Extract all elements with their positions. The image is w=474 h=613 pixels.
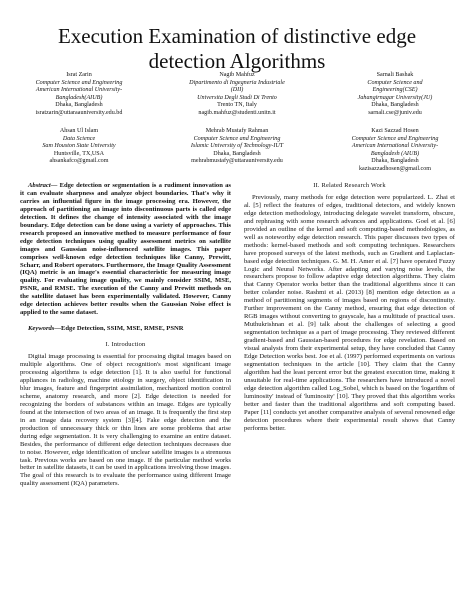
author-email: nagib.mahfuz@studenti.unitn.it [198, 109, 276, 116]
author-location: Dhaka, Bangladesh [55, 102, 103, 109]
related-work-text: Previously, many methods for edge detection were popularized. L. Zhai et al. [5] reflect the features of edges, traditional detectors, and widely known edge detection methodology, introducing delegate wavelet transform, obscure, and rephrasing with some research advances and applications. Goel et al. [6] provided an outline of the kernel and soft computing-based methodologies, as well as noteworthy edge detection research. This paper discusses two types of methods: kernel-based methods and soft computing techniques. Researchers have proposed surveys of the latest methods, such as Gradient and Laplacian-based edge detection techniques. G. M. H. Amer et al. [7] have operated Fuzzy Logic and Neural Networks. After adapting and varying noise levels, the researchers propose to follow adaptive edge detection algorithms. They claim that Canny Operator works better than the traditional algorithms since it can better colander noise. Rashmi et al. (2013) [8] mention edge detection as a method of partitioning segments of images based on regions of discontinuity. Further improvement on the Canny method, ensuring that edge detection of RGB images without converting to grayscale, has a multitude of practical uses. Muthukrishnan et al. [9] talk about the challenges of selecting a good segmentation technique as a part of image processing. They reviewed different gradient-based and Gaussian-based procedures for edge revelation. Based on visual analysis from their experimental setup, they have concluded that Canny Edge Detection works best. Joe et al. (1997) performed experiments on various segmentation techniques in the article [10]. They claim that the Canny algorithm had the least percent error but the greatest execution time, making it unsuitable for real-time applications. The researchers have introduced a novel edge detection algorithm called Log_Sobel, which is based on the 'logarithm of luminosity' instead of 'luminosity' [10]. They proved that this algorithm works better and faster than the traditional algorithms and soft computing based. Paper [11] conducts yet another comparative analysis of several renowned edge detection procedures where their experimental result shows that Canny performs better. [244, 193, 455, 432]
left-column [20, 182, 231, 488]
author-location: Dhaka, Bangladesh [213, 150, 261, 157]
abstract [20, 182, 231, 317]
author-name: Ahsan Ul Islam [59, 128, 99, 134]
author-row-2 [0, 128, 474, 174]
author-email: mehrabmustafy@uttarauniversity.edu [191, 158, 283, 165]
author-location: Dhaka, Bangladesh [371, 102, 419, 109]
author-email: sarnali.cse@juniv.edu [368, 109, 422, 116]
keywords-text: Edge Detection, SSIM, MSE, RMSE, PSNR [60, 325, 184, 333]
author-block [158, 128, 316, 174]
author-affiliation: Computer Science and Engineering [193, 135, 281, 142]
keywords-label: Keywords— [28, 325, 61, 333]
author-affiliation: American International University- [35, 87, 123, 94]
author-affiliation: Computer Science and Engineering [35, 79, 123, 86]
author-name: Kazi Sazzad Hosen [371, 128, 419, 134]
author-block [158, 72, 316, 118]
author-email: isratzarin@uttaraauniversity.edu.bd [35, 109, 123, 116]
author-affiliation: Data Science [62, 135, 96, 142]
author-affiliation: Jahangirnagar University(JU) [357, 94, 433, 101]
section-heading-related-work: II. Related Research Work [313, 182, 386, 189]
author-location: Huntsville, TX,USA [53, 150, 105, 157]
author-affiliation: Sam Houston State University [42, 143, 116, 150]
author-affiliation: Computer Science and [367, 79, 423, 86]
author-email: kazisazzadhosen@gmail.com [358, 165, 432, 172]
section-heading-introduction: I. Introduction [105, 341, 146, 349]
author-block [0, 72, 158, 118]
author-block [0, 128, 158, 174]
introduction-text: Digital image processing is essential for processing digital images based on multiple algorithms. One of object recognition's most significant image processing algorithms is edge detection [1]. It is also useful for functional appliances in radiology, machine etiology in surgery, object identification in blur images, feature and fingerprint assimilation, mechanized motion control scheme, anatomy research, and more [2]. Edge detection is needed for recognizing the borders of substances within an image. Edges are typically found at the intersection of two areas of an image. It is frequently the first step in an image data recovery system [3][4]. Fake edge detection and the production of unnecessary thick or thin lines are some problems that arise during edge segmentation. It is very challenging to examine an entire dataset. Besides, the performance of different edge detection techniques decreases due to noise. However, edge identification of unclear satellite images is a strenuous task. Previous works are based on one image. If the particular method works better in satellite datasets, it can be used in applications involving those images. The goal of this research is to evaluate the performance using different Image quality assessment (IQA) parameters. [20, 353, 231, 488]
paper-title: Execution Examination of distinctive edge detection Algorithms [57, 24, 417, 73]
author-name: Mehrab Mustafy Rahman [205, 128, 269, 134]
author-name: Nagib Mahfuz [219, 72, 255, 78]
author-affiliation: Bangladesh (AIUB) [370, 150, 420, 157]
author-affiliation: Islamic University of Technology-IUT [190, 143, 284, 150]
author-name: Israt Zarin [66, 72, 92, 78]
right-column [244, 182, 455, 433]
author-location: Dhaka, Bangladesh [371, 158, 419, 165]
author-affiliation: American International University- [351, 143, 439, 150]
author-affiliation: Engineering(CSE) [372, 87, 418, 94]
author-email: ahsankafco@gmail.com [49, 158, 109, 165]
author-block [316, 72, 474, 118]
author-block [316, 128, 474, 174]
author-row-1 [0, 72, 474, 118]
author-affiliation: Bangladesh(AIUB) [55, 94, 103, 101]
author-affiliation: (DII) [230, 87, 244, 94]
abstract-label: Abstract— [28, 182, 58, 189]
keywords [20, 325, 231, 333]
author-affiliation: Dipartimento di Ingegneria Industriale [189, 79, 285, 86]
author-affiliation: Computer Science and Engineering [351, 135, 439, 142]
abstract-text: Edge detection or segmentation is a rudiment innovation as it can evaluate sharpness and analyze object boundaries. That's why it carries an influential figure in the image processing era. However, the approach of partitioning an image into discontinuous parts is called edge detection. It defines the change of intensity associated with the image boundary. Edge detection can be done using a variety of approaches. This research proposed an innovative method to measure performance of four edge detection techniques using quality assessment metrics on satellite images and Gaussian noise-influenced satellite images. This paper comprises well-known edge detection techniques like Canny, Prewitt, Scharr, and Robert operators. Furthermore, the Image Quality Assessment (IQA) metric is an image's essential characteristic for measuring image quality. For evaluating image quality, we mainly consider SSIM, MSE, PSNR, and RMSE. The execution of the Canny and Prewitt methods on the satellite dataset has been experimentally validated. However, Canny edge detection achieves better results when the Gaussian Noise effect is applied to the same dataset. [20, 182, 231, 317]
author-affiliation: Universita Degli Studi Di Trento [197, 94, 277, 101]
author-name: Sarnali Bashak [376, 72, 414, 78]
author-location: Trento TN, Italy [217, 102, 257, 109]
